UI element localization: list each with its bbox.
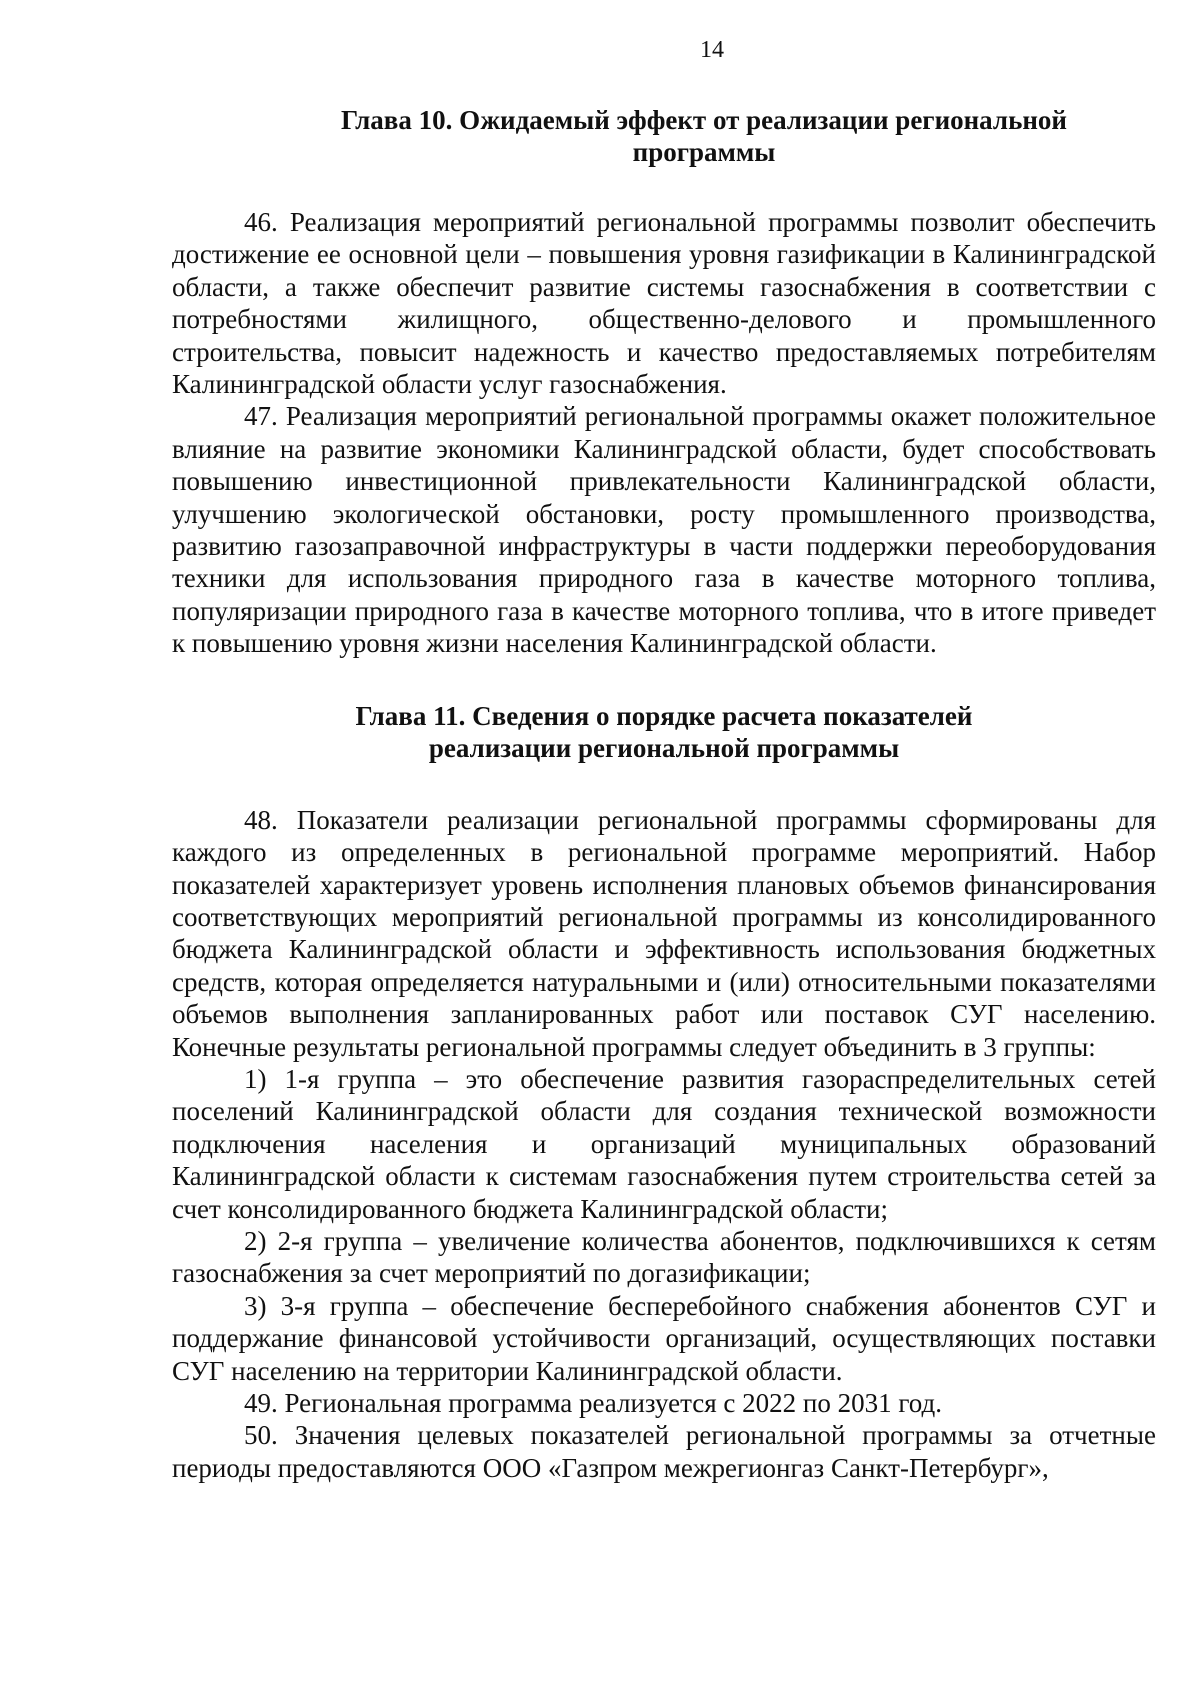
chapter-10-title-line-1: Глава 10. Ожидаемый эффект от реализации региональной bbox=[341, 105, 1067, 135]
chapter-11-title-line-2: реализации региональной программы bbox=[428, 732, 900, 763]
paragraph-46: 46. Реализация мероприятий региональной программы позволит обеспечить достижение ее основной цели – повышения уровня газификации в Калининградской области, а также обеспечит развитие системы газоснабжения в соответствии с потребностями жилищного, общественно-делового и промышленного строительства, повысит надежность и качество предоставляемых потребителям Калининградской области услуг газоснабжения. bbox=[172, 207, 1156, 400]
page-number: 14 bbox=[700, 37, 724, 63]
document-page bbox=[172, 28, 1156, 1484]
chapter-11-title bbox=[172, 700, 1156, 764]
paragraph-48: 48. Показатели реализации региональной программы сформированы для каждого из определенных в региональной программе мероприятий. Набор показателей характеризует уровень исполнения плановых объемов финансирования соответствующих мероприятий региональной программы из консолидированного бюджета Калининградской области и эффективность использования бюджетных средств, которая определяется натуральными и (или) относительными показателями объемов выполнения запланированных работ или поставок СУГ населению. Конечные результаты региональной программы следует объединить в 3 группы: bbox=[172, 804, 1156, 1062]
list-item-group-3: 3) 3-я группа – обеспечение бесперебойного снабжения абонентов СУГ и поддержание финансовой устойчивости организаций, осуществляющих поставки СУГ населению на территории Калининградской области. bbox=[172, 1290, 1156, 1386]
chapter-10-title bbox=[172, 104, 1156, 168]
chapter-11-title-line-1: Глава 11. Сведения о порядке расчета показателей bbox=[355, 700, 973, 731]
list-item-group-1: 1) 1-я группа – это обеспечение развития газораспределительных сетей поселений Калининградской области для создания технической возможности подключения населения и организаций муниципальных образований Калининградской области к системам газоснабжения путем строительства сетей за счет консолидированного бюджета Калининградской области; bbox=[172, 1063, 1156, 1224]
paragraph-50: 50. Значения целевых показателей региональной программы за отчетные периоды предоставляются ООО «Газпром межрегионгаз Санкт-Петербург», bbox=[172, 1420, 1156, 1483]
list-item-group-2: 2) 2-я группа – увеличение количества абонентов, подключившихся к сетям газоснабжения за счет мероприятий по догазификации; bbox=[172, 1225, 1156, 1289]
paragraph-47: 47. Реализация мероприятий региональной программы окажет положительное влияние на развитие экономики Калининградской области, будет способствовать повышению инвестиционной привлекательности Калининградской области, улучшению экологической обстановки, росту промышленного производства, развитию газозаправочной инфраструктуры в части поддержки переоборудования техники для использования природного газа в качестве моторного топлива, популяризации природного газа в качестве моторного топлива, что в итоге приведет к повышению уровня жизни населения Калининградской области. bbox=[172, 401, 1156, 659]
chapter-10-title-line-2: программы bbox=[632, 137, 776, 167]
paragraph-49: 49. Региональная программа реализуется с 2022 по 2031 год. bbox=[244, 1388, 942, 1418]
